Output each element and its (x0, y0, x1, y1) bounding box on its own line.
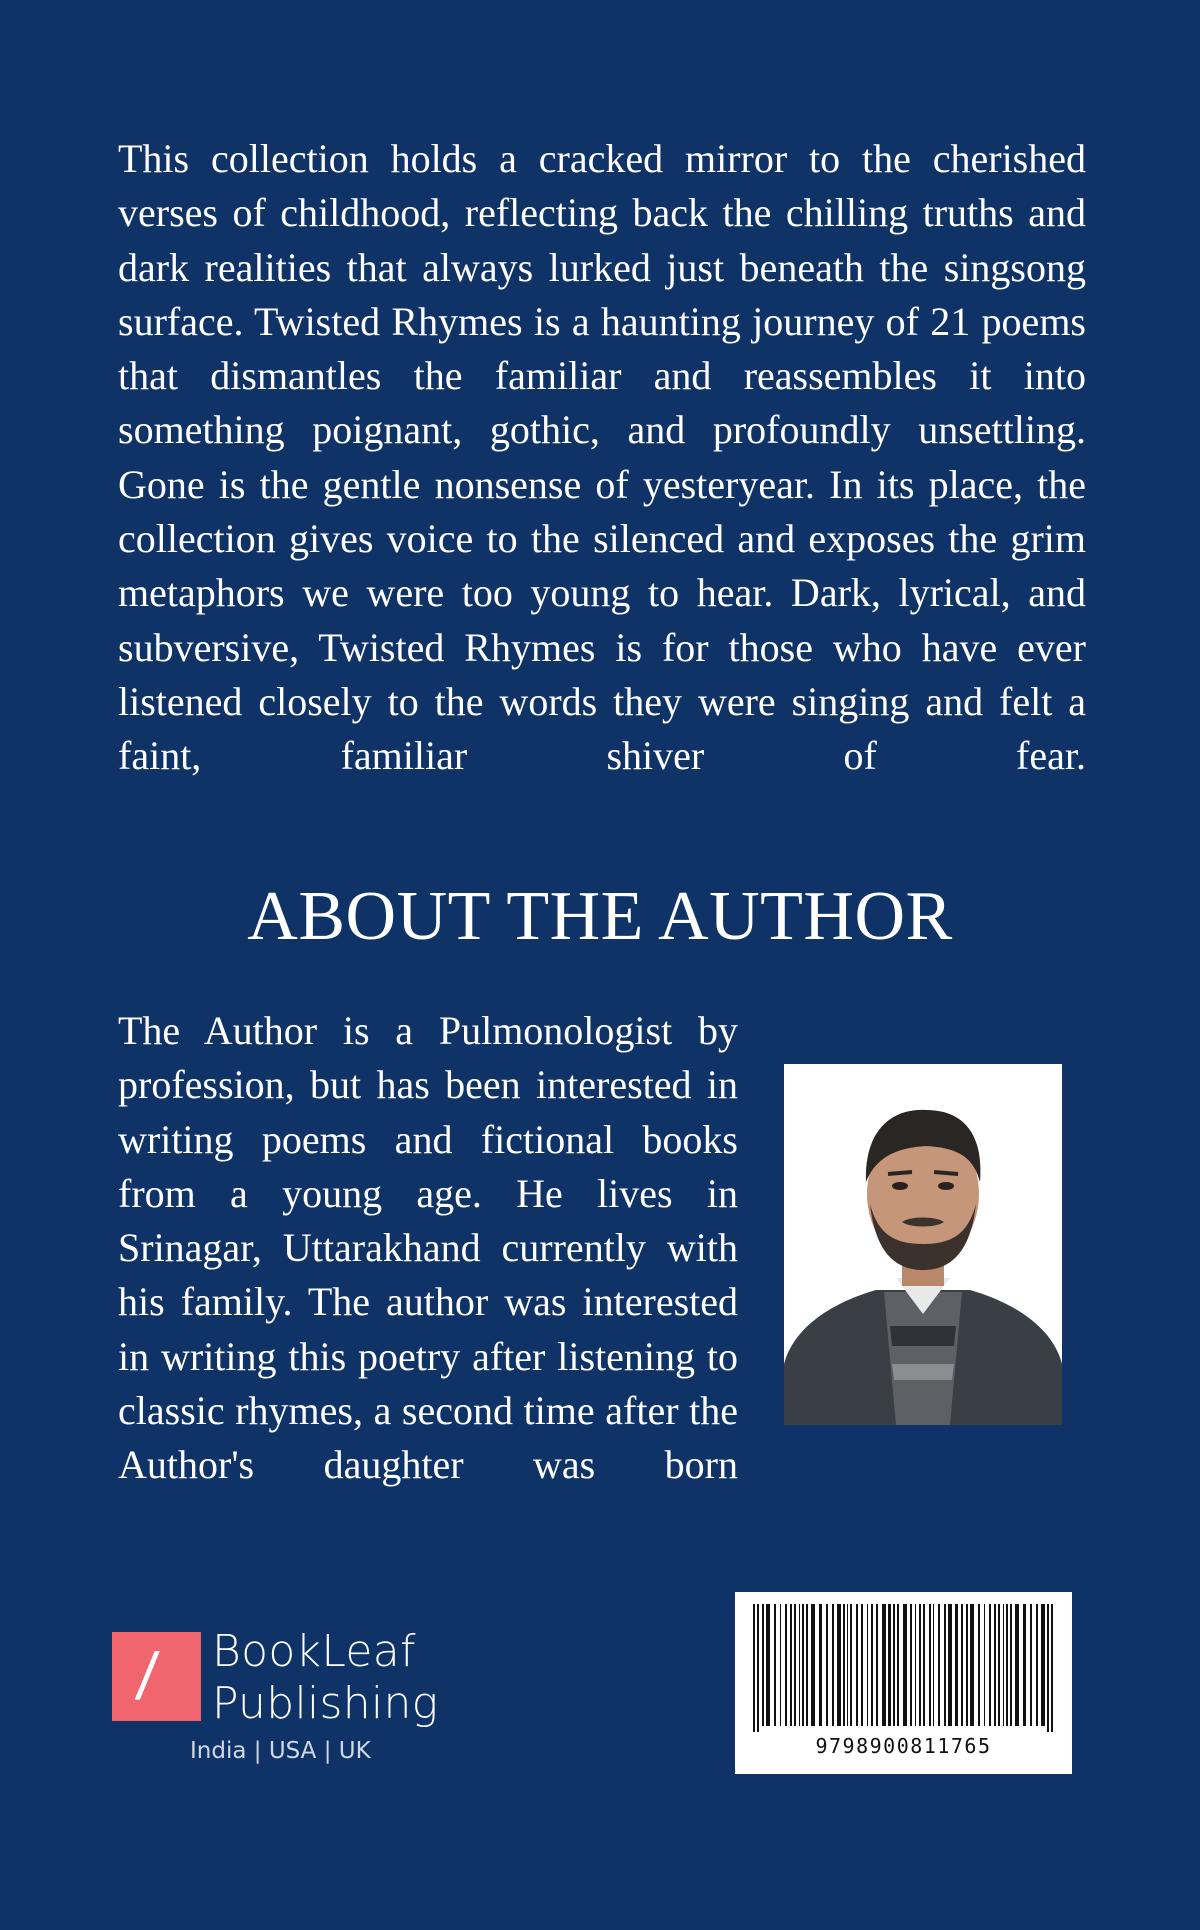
barcode-bar (923, 1604, 925, 1726)
author-photo (784, 1064, 1062, 1425)
barcode-bar (882, 1604, 886, 1726)
barcode-bar (1006, 1604, 1008, 1726)
barcode-bar (948, 1604, 952, 1726)
barcode-bar (790, 1604, 792, 1726)
slash-icon: / (132, 1639, 162, 1713)
barcode-bar (915, 1604, 916, 1726)
isbn-number: 9798900811765 (815, 1734, 992, 1758)
author-bio: The Author is a Pulmonologist by profession, but has been interested in writing poems and fictional books from a young age. He lives in Srinagar, Uttarakhand currently with his family. The author was interested in writing this poetry after listening to classic rhymes, a second time after the Author's daughter was born (118, 1008, 738, 1488)
barcode-bar (861, 1604, 863, 1726)
barcode-bar (919, 1604, 921, 1726)
barcode-bar (998, 1604, 1000, 1726)
barcode-bar (994, 1604, 996, 1726)
barcode-bar (753, 1604, 755, 1732)
barcode-bar (832, 1604, 834, 1726)
isbn-barcode (735, 1592, 1072, 1774)
barcode-bar (897, 1604, 899, 1726)
about-author-heading: ABOUT THE AUTHOR (247, 878, 953, 955)
barcode-bar (811, 1604, 815, 1726)
barcode-bar (938, 1604, 940, 1726)
barcode-bar (984, 1604, 985, 1726)
barcode-bar (989, 1604, 991, 1726)
publisher-name-line2: Publishing (212, 1678, 439, 1729)
barcode-bar (774, 1604, 776, 1726)
barcode-bar (843, 1604, 845, 1726)
barcode-bar (762, 1604, 764, 1726)
barcode-bar (929, 1604, 931, 1726)
barcode-bar (806, 1604, 808, 1726)
barcode-bar (757, 1604, 759, 1732)
barcode-bar (1023, 1604, 1026, 1726)
publisher-logo-mark (112, 1632, 201, 1721)
barcode-bar (903, 1604, 907, 1726)
barcode-bar (966, 1604, 968, 1726)
barcode-bar (785, 1604, 787, 1726)
barcode-bar (876, 1604, 878, 1726)
barcode-bar (837, 1604, 841, 1726)
barcode-bar (826, 1604, 828, 1726)
barcode-bar (766, 1604, 770, 1726)
publisher-tagline: India | USA | UK (190, 1738, 371, 1764)
barcode-bar (1041, 1604, 1045, 1726)
barcode-bar (1047, 1604, 1049, 1732)
barcode-bar (893, 1604, 895, 1726)
barcode-bar (888, 1604, 891, 1726)
barcode-bar (1051, 1604, 1053, 1732)
publisher-name (212, 1626, 438, 1730)
barcode-bar (933, 1604, 934, 1726)
barcode-bar (850, 1604, 852, 1726)
barcode-bar (955, 1604, 958, 1726)
barcode-bar (802, 1604, 804, 1726)
barcode-bar (794, 1604, 796, 1726)
barcode-bar (961, 1604, 963, 1726)
barcode-bar (978, 1604, 980, 1726)
barcode-bar (1003, 1604, 1004, 1726)
barcode-bar (1015, 1604, 1019, 1726)
barcode-bar (867, 1604, 868, 1726)
barcode-bar (910, 1604, 912, 1726)
back-cover-blurb: This collection holds a cracked mirror to the cherished verses of childhood, reflecting back the chilling truths and dark realities that always lurked just beneath the singsong surface. Twisted Rhymes is a haunting journey of 21 poems that dismantles the familiar and reassembles it into something poignant, gothic, and profoundly unsettling. Gone is the gentle nonsense of yesteryear. In its place, the collection gives voice to the silenced and exposes the grim metaphors we were too young to hear. Dark, lyrical, and subversive, Twisted Rhymes is for those who have ever listened closely to the words they were singing and felt a faint, familiar shiver of fear. (118, 136, 1086, 779)
barcode-bar (799, 1604, 800, 1726)
barcode-bar (1030, 1604, 1032, 1726)
barcode-bar (871, 1604, 873, 1726)
barcode-bar (847, 1604, 848, 1726)
barcode-bar (1036, 1604, 1038, 1726)
barcode-bar (819, 1604, 822, 1726)
barcode-bar (970, 1604, 974, 1726)
publisher-name-line1: BookLeaf (212, 1626, 416, 1677)
barcode-bar (780, 1604, 781, 1726)
barcode-bar (856, 1604, 858, 1726)
barcode-bar (944, 1604, 946, 1726)
barcode-bar (1010, 1604, 1012, 1726)
publisher-logo (112, 1626, 452, 1772)
